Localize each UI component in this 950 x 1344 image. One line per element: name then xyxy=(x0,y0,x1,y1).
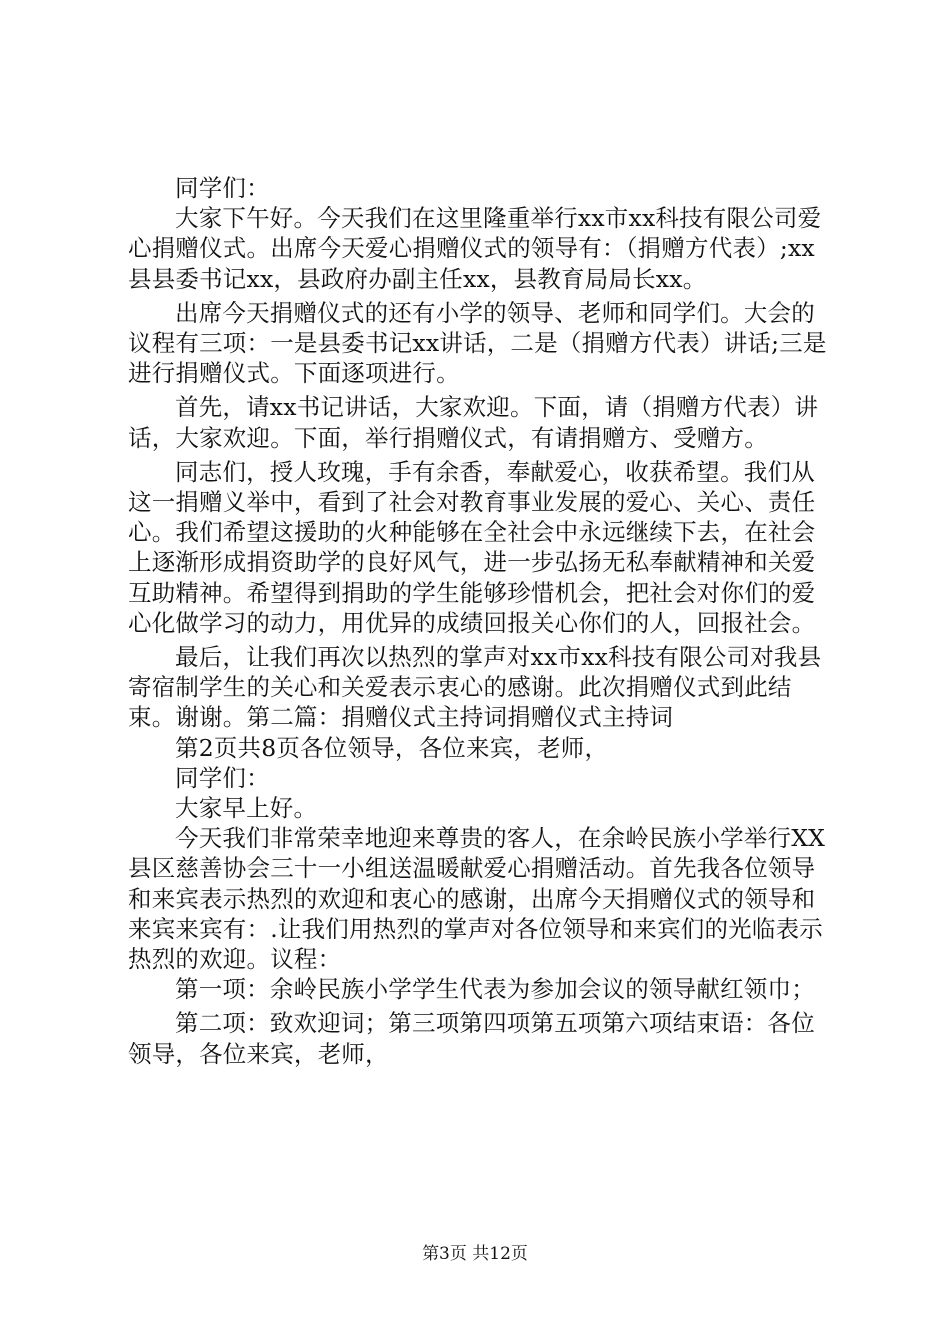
paragraph: 大家早上好。 xyxy=(175,794,318,823)
paragraph: 同学们： xyxy=(175,763,270,792)
paragraph: 今天我们非常荣幸地迎来尊贵的客人，在余岭民族小学举行XX县区慈善协会三十一小组送温暖献爱心捐赠活动。首先我各位领导和来宾表示热烈的欢迎和衷心的感谢，出席今天捐赠仪式的领导和来宾来宾有：.让我们用热烈的掌声对各位领导和来宾们的光临表示热烈的欢迎。议程： xyxy=(128,824,826,974)
paragraph: 同学们： xyxy=(175,174,270,202)
paragraph: 最后，让我们再次以热烈的掌声对xx市xx科技有限公司对我县寄宿制学生的关心和关爱表示衷心的感谢。此次捐赠仪式到此结束。谢谢。第二篇：捐赠仪式主持词捐赠仪式主持词 xyxy=(128,643,822,732)
paragraph: 第一项：余岭民族小学学生代表为参加会议的领导献红领巾； xyxy=(175,975,815,1004)
paragraph: 首先，请xx书记讲话，大家欢迎。下面，请（捐赠方代表）讲话，大家欢迎。下面，举行捐赠仪式，有请捐赠方、受赠方。 xyxy=(128,393,819,452)
paragraph: 第2页共8页各位领导，各位来宾，老师， xyxy=(175,733,609,762)
paragraph: 出席今天捐赠仪式的还有小学的领导、老师和同学们。大会的议程有三项：一是县委书记xx讲话，二是（捐赠方代表）讲话;三是进行捐赠仪式。下面逐项进行。 xyxy=(128,298,827,388)
paragraph: 同志们，授人玫瑰，手有余香，奉献爱心，收获希望。我们从这一捐赠义举中，看到了社会对教育事业发展的爱心、关心、责任心。我们希望这援助的火种能够在全社会中永远继续下去，在社会上逐渐形成捐资助学的良好风气，进一步弘扬无私奉献精神和关爱互助精神。希望得到捐助的学生能够珍惜机会，把社会对你们的爱心化做学习的动力，用优异的成绩回报关心你们的人，回报社会。 xyxy=(128,457,816,637)
document-body xyxy=(128,173,828,1069)
page-footer: 第3页 共12页 xyxy=(422,1244,528,1264)
paragraph: 第二项：致欢迎词；第三项第四项第五项第六项结束语：各位领导，各位来宾，老师， xyxy=(128,1009,815,1068)
paragraph: 大家下午好。今天我们在这里隆重举行xx市xx科技有限公司爱心捐赠仪式。出席今天爱心捐赠仪式的领导有：（捐赠方代表）;xx县县委书记xx，县政府办副主任xx，县教育局局长xx。 xyxy=(128,204,822,293)
